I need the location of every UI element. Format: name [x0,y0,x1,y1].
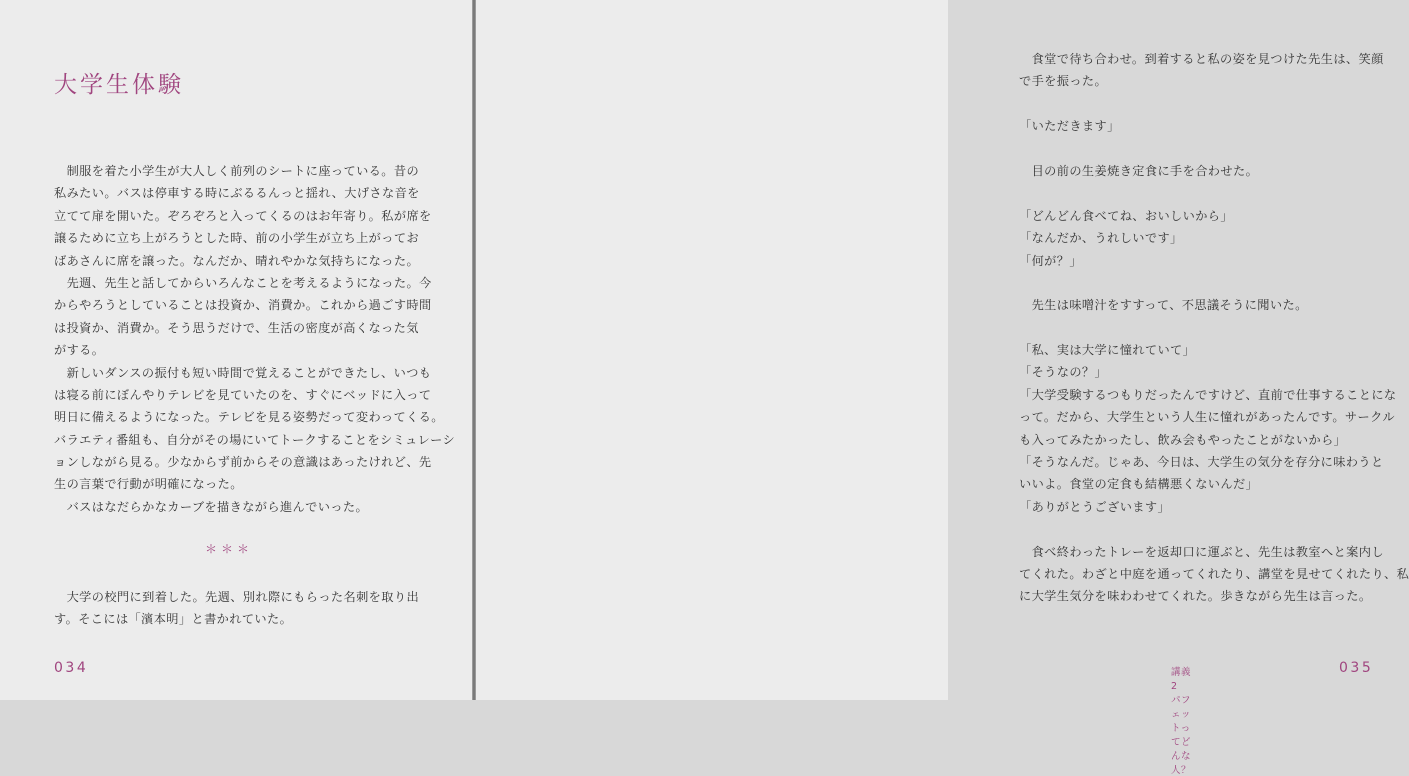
scene-break: ＊＊＊ [204,542,253,556]
text-line: ばあさんに席を譲った。なんだか、晴れやかな気持ちになった。 [54,253,420,268]
text-line [1019,317,1379,339]
text-line [1019,182,1379,204]
running-head: 講義2 パフェットってどんな人？ [1171,667,1192,776]
text-line: って。だから、大学生という人生に憧れがあったんです。サークル [1019,410,1395,425]
text-line: ョンしながら見る。少なからず前からその意識はあったけれど、先 [54,455,432,470]
right-page [476,0,1409,776]
left-page [0,0,472,700]
chapter-title: 大学生体験 [54,72,184,98]
right-body-text [1019,48,1409,608]
text-line: す。そこには「濱本明」と書かれていた。 [54,612,293,627]
left-body-text-after-break [54,586,420,631]
text-line: 「私、実は大学に憧れていて」 [1019,343,1196,358]
text-line: も入ってみたかったし、飲み会もやったことがないから」 [1019,432,1347,447]
text-line: 生の言葉で行動が明確になった。 [54,477,243,492]
text-line: がする。 [54,343,105,358]
text-line: からやろうとしていることは投資か、消費か。これから過ごす時間 [54,298,432,313]
text-line [1019,272,1379,294]
text-line: バラエティ番組も、自分がその場にいてトークすることをシミュレーシ [54,432,456,447]
text-line: 目の前の生姜焼き定食に手を合わせた。 [1019,163,1259,178]
text-line: 「そうなんだ。じゃあ、今日は、大学生の気分を存分に味わうと [1019,455,1384,470]
text-line: 譲るために立ち上がろうとした時、前の小学生が立ち上がってお [54,231,420,246]
text-line: 「何が？」 [1019,253,1082,268]
text-line [1019,138,1379,160]
text-line: は寝る前にぼんやりテレビを見ていたのを、すぐにベッドに入って [54,387,432,402]
text-line: に大学生気分を味わわせてくれた。歩きながら先生は言った。 [1019,589,1372,604]
text-line: 私みたい。バスは停車する時にぶるるんっと揺れ、大げさな音を [54,186,420,201]
text-line: 先生は味噌汁をすすって、不思議そうに聞いた。 [1019,298,1308,313]
text-line: 「大学受験するつもりだったんですけど、直前で仕事することにな [1019,387,1397,402]
text-line: バスはなだらかなカーブを描きながら進んでいった。 [54,499,369,514]
text-line: 明日に備えるようになった。テレビを見る姿勢だって変わってくる。 [54,410,444,425]
text-line [1019,93,1379,115]
text-line: は投資か、消費か。そう思うだけで、生活の密度が高くなった気 [54,320,419,335]
text-line: いいよ。食堂の定食も結構悪くないんだ」 [1019,477,1259,492]
text-line: 「なんだか、うれしいです」 [1019,231,1183,246]
text-line: 大学の校門に到着した。先週、別れ際にもらった名刺を取り出 [54,590,420,604]
text-line: 「どんどん食べてね、おいしいから」 [1019,208,1233,223]
text-line: 「そうなの？」 [1019,365,1108,380]
text-line: 食堂で待ち合わせ。到着すると私の姿を見つけた先生は、笑顔 [1019,52,1384,66]
text-line [1019,518,1379,540]
text-line: 制服を着た小学生が大人しく前列のシートに座っている。昔の [54,164,420,178]
page-number-left: 034 [54,660,89,676]
text-line: 食べ終わったトレーを返却口に運ぶと、先生は教室へと案内し [1019,544,1384,559]
text-line: てくれた。わざと中庭を通ってくれたり、講堂を見せてくれたり、私 [1019,566,1409,581]
text-line: 先週、先生と話してからいろんなことを考えるようになった。今 [54,275,432,290]
left-body-text [54,160,456,518]
text-line: 「ありがとうございます」 [1019,499,1171,514]
text-line: 新しいダンスの振付も短い時間で覚えることができたし、いつも [54,365,432,380]
text-line: 「いただきます」 [1019,119,1120,134]
text-line: で手を振った。 [1019,74,1108,89]
page-number-right: 035 [1339,660,1374,676]
text-line: 立てて扉を開いた。ぞろぞろと入ってくるのはお年寄り。私が席を [54,208,432,223]
